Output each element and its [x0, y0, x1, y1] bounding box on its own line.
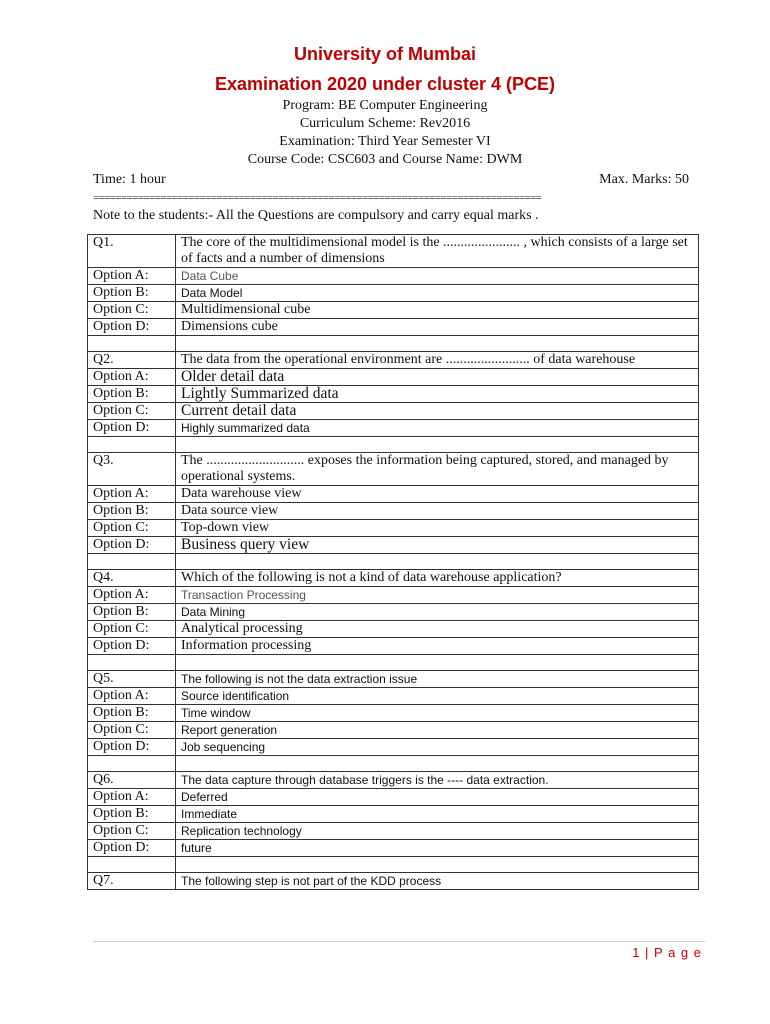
option-text: Multidimensional cube: [176, 302, 699, 319]
option-text: Data source view: [176, 503, 699, 520]
option-row: [88, 369, 699, 386]
option-row: [88, 285, 699, 302]
option-row: [88, 587, 699, 604]
question-text: The following step is not part of the KDD process: [176, 873, 699, 890]
spacer-row: [88, 437, 699, 453]
option-text: Older detail data: [176, 369, 699, 386]
question-row: [88, 772, 699, 789]
option-label: Option C:: [88, 621, 176, 638]
question-number: Q3.: [88, 453, 176, 486]
max-marks-label: Max. Marks: 50: [599, 172, 689, 187]
program-line: Program: BE Computer Engineering: [282, 98, 488, 113]
spacer-row: [88, 857, 699, 873]
question-row: [88, 235, 699, 268]
question-text: The data from the operational environment are ........................ of data warehouse: [176, 352, 699, 369]
question-row: [88, 570, 699, 587]
option-text: Replication technology: [176, 823, 699, 840]
page-number: 1 | P a g e: [632, 945, 702, 960]
option-label: Option D:: [88, 537, 176, 554]
option-label: Option D:: [88, 319, 176, 336]
questions-table: [87, 234, 699, 890]
separator-line: ================================================================================: [93, 192, 542, 204]
option-row: [88, 823, 699, 840]
option-label: Option A:: [88, 369, 176, 386]
option-row: [88, 604, 699, 621]
option-label: Option C:: [88, 302, 176, 319]
question-text: The core of the multidimensional model is the ...................... , which consists of a large set of facts and a number of dimensions: [176, 235, 699, 268]
question-number: Q5.: [88, 671, 176, 688]
question-row: [88, 873, 699, 890]
question-row: [88, 352, 699, 369]
question-text: Which of the following is not a kind of data warehouse application?: [176, 570, 699, 587]
option-text: Business query view: [176, 537, 699, 554]
question-number: Q4.: [88, 570, 176, 587]
option-label: Option D:: [88, 638, 176, 655]
option-label: Option D:: [88, 739, 176, 756]
university-title: University of Mumbai: [293, 44, 477, 64]
option-row: [88, 386, 699, 403]
option-row: [88, 739, 699, 756]
option-text: Data Cube: [176, 268, 699, 285]
question-row: [88, 453, 699, 486]
option-label: Option B:: [88, 386, 176, 403]
option-row: [88, 537, 699, 554]
question-text: The following is not the data extraction issue: [176, 671, 699, 688]
option-row: [88, 503, 699, 520]
option-text: Top-down view: [176, 520, 699, 537]
option-text: Immediate: [176, 806, 699, 823]
option-label: Option C:: [88, 403, 176, 420]
option-text: Data Mining: [176, 604, 699, 621]
option-label: Option C:: [88, 520, 176, 537]
option-label: Option C:: [88, 722, 176, 739]
course-line: Course Code: CSC603 and Course Name: DWM: [247, 152, 523, 167]
time-label: Time: 1 hour: [93, 172, 166, 187]
option-text: Data warehouse view: [176, 486, 699, 503]
question-row: [88, 671, 699, 688]
option-row: [88, 621, 699, 638]
option-row: [88, 403, 699, 420]
examination-line: Examination: Third Year Semester VI: [279, 134, 491, 149]
option-row: [88, 268, 699, 285]
option-text: Information processing: [176, 638, 699, 655]
question-number: Q2.: [88, 352, 176, 369]
option-row: [88, 840, 699, 857]
footer-divider: [93, 941, 705, 942]
option-label: Option B:: [88, 503, 176, 520]
option-text: Data Model: [176, 285, 699, 302]
exam-title: Examination 2020 under cluster 4 (PCE): [214, 74, 556, 94]
option-label: Option D:: [88, 420, 176, 437]
option-label: Option A:: [88, 486, 176, 503]
option-label: Option B:: [88, 604, 176, 621]
option-row: [88, 806, 699, 823]
option-text: Source identification: [176, 688, 699, 705]
option-row: [88, 486, 699, 503]
option-text: Deferred: [176, 789, 699, 806]
option-label: Option C:: [88, 823, 176, 840]
option-label: Option B:: [88, 705, 176, 722]
question-number: Q1.: [88, 235, 176, 268]
option-row: [88, 638, 699, 655]
option-text: Highly summarized data: [176, 420, 699, 437]
option-text: Report generation: [176, 722, 699, 739]
question-number: Q6.: [88, 772, 176, 789]
question-text: The data capture through database triggers is the ---- data extraction.: [176, 772, 699, 789]
question-number: Q7.: [88, 873, 176, 890]
option-label: Option B:: [88, 285, 176, 302]
spacer-row: [88, 756, 699, 772]
option-row: [88, 520, 699, 537]
option-row: [88, 722, 699, 739]
option-text: Transaction Processing: [176, 587, 699, 604]
option-row: [88, 420, 699, 437]
option-text: future: [176, 840, 699, 857]
option-label: Option A:: [88, 789, 176, 806]
option-label: Option B:: [88, 806, 176, 823]
students-note: Note to the students:- All the Questions are compulsory and carry equal marks .: [93, 208, 539, 223]
option-text: Current detail data: [176, 403, 699, 420]
spacer-row: [88, 336, 699, 352]
question-text: The ............................ exposes the information being captured, stored, and managed by operational systems.: [176, 453, 699, 486]
spacer-row: [88, 655, 699, 671]
scheme-line: Curriculum Scheme: Rev2016: [299, 116, 471, 131]
option-row: [88, 789, 699, 806]
option-row: [88, 705, 699, 722]
spacer-row: [88, 554, 699, 570]
option-row: [88, 688, 699, 705]
option-text: Analytical processing: [176, 621, 699, 638]
option-row: [88, 302, 699, 319]
option-row: [88, 319, 699, 336]
option-text: Time window: [176, 705, 699, 722]
option-text: Lightly Summarized data: [176, 386, 699, 403]
option-text: Job sequencing: [176, 739, 699, 756]
option-label: Option A:: [88, 688, 176, 705]
option-label: Option A:: [88, 587, 176, 604]
option-text: Dimensions cube: [176, 319, 699, 336]
option-label: Option D:: [88, 840, 176, 857]
option-label: Option A:: [88, 268, 176, 285]
